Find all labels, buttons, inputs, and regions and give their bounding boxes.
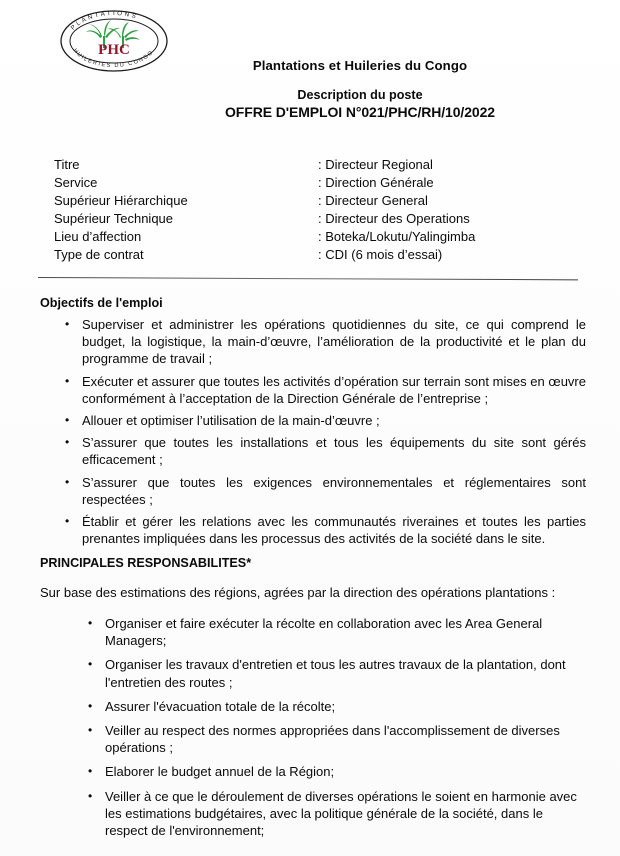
list-item: • Elaborer le budget annuel de la Région; [40, 763, 586, 780]
info-label: Supérieur Hiérarchique [54, 193, 188, 208]
info-row [54, 175, 574, 193]
title-block [150, 58, 570, 120]
responsibilities-list [40, 615, 586, 839]
list-item: • Exécuter et assurer que toutes les activités d’opération sur terrain sont mises en œuvre conformément à l’acceptation de la Direction Générale de l’entreprise ; [40, 373, 586, 407]
list-item: • Assurer l'évacuation totale de la récolte; [40, 698, 586, 715]
info-value: : Directeur General [318, 193, 574, 208]
info-label: Service [54, 175, 98, 190]
info-label: Titre [54, 157, 80, 172]
info-value: : Direction Générale [318, 175, 574, 190]
list-item: • Veiller au respect des normes appropriées dans l'accomplissement de diverses opérations ; [40, 722, 586, 756]
info-row [54, 193, 574, 211]
list-item: • Établir et gérer les relations avec les communautés riveraines et toutes les parties prenantes impliquées dans les processus des activités de la société dans le site. [40, 513, 586, 547]
list-item: • Allouer et optimiser l’utilisation de la main-d’œuvre ; [40, 412, 586, 429]
svg-text:PHC: PHC [98, 42, 130, 58]
company-name: Plantations et Huileries du Congo [252, 58, 468, 73]
document-header [0, 0, 620, 140]
info-row [54, 211, 574, 229]
responsibilities-heading: PRINCIPALES RESPONSABILITES* [40, 556, 252, 570]
info-value: : Directeur Regional [318, 157, 574, 172]
list-item: • Organiser et faire exécuter la récolte en collaboration avec les Area General Managers; [40, 615, 586, 649]
info-value: : CDI (6 mois d’essai) [318, 247, 574, 262]
list-item: • Veiller à ce que le déroulement de diverses opérations le soient en harmonie avec les estimations budgétaires, avec la politique générale de la société, dans le respect de l'environnement; [40, 788, 586, 840]
info-row [54, 247, 574, 265]
horizontal-divider [38, 277, 578, 280]
info-label: Type de contrat [54, 247, 144, 262]
svg-text:PLANTATIONS: PLANTATIONS [69, 9, 139, 32]
info-row [54, 157, 574, 175]
list-item: • S’assurer que toutes les installations et tous les équipements du site sont gérés efficacement ; [40, 434, 586, 468]
info-label: Lieu d’affection [54, 229, 142, 244]
list-item: • Superviser et administrer les opérations quotidiennes du site, ce qui comprend le budget, la logistique, la main-d’œuvre, l’amélioration de la productivité et le plan du programme de travail ; [40, 316, 586, 368]
document-subtitle: Description du poste [297, 88, 423, 102]
responsibilities-intro: Sur base des estimations des régions, agrées par la direction des opérations plantations : [40, 585, 556, 600]
list-item: • Organiser les travaux d'entretien et tous les autres travaux de la plantation, dont l'entretien des routes ; [40, 656, 586, 690]
info-row [54, 229, 574, 247]
list-item: • S’assurer que toutes les exigences environnementales et réglementaires sont respectées ; [40, 474, 586, 508]
responsibilities-section [40, 556, 586, 846]
objectives-section [40, 296, 586, 552]
document-reference: OFFRE D'EMPLOI N°021/PHC/RH/10/2022 [225, 104, 495, 120]
info-value: : Directeur des Operations [318, 211, 574, 226]
objectives-heading: Objectifs de l'emploi [40, 296, 163, 310]
job-info-table [54, 157, 574, 265]
info-label: Supérieur Technique [54, 211, 174, 226]
svg-text:HUILERIES DU CONGO: HUILERIES DU CONGO [71, 47, 156, 70]
info-value: : Boteka/Lokutu/Yalingimba [318, 229, 574, 244]
objectives-list [40, 316, 586, 547]
